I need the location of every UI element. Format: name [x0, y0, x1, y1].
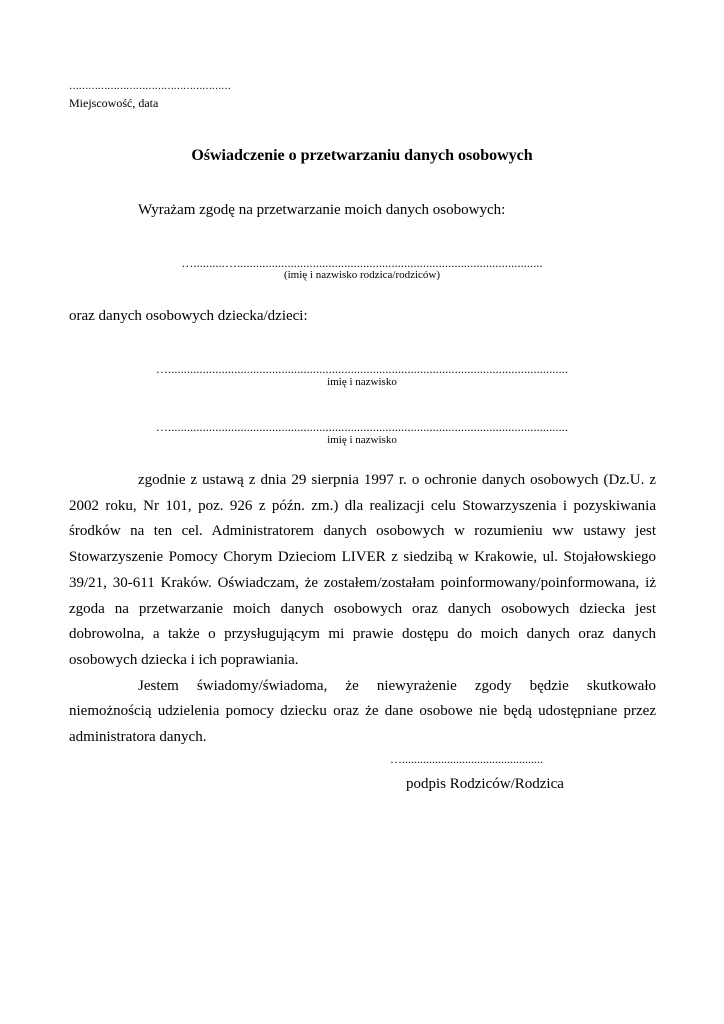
- place-date-dots: ……………………………………………: [69, 81, 231, 92]
- child-name-caption-2: imię i nazwisko: [327, 434, 397, 446]
- declaration-paragraph-2: Jestem świadomy/świadoma, że niewyrażenie zgody będzie skutkowało niemożnością udzielenia pomocy dziecku oraz że dane osobowe nie będą udostępniane przez administratora danych.: [69, 677, 656, 746]
- parent-name-caption: (imię i nazwisko rodzica/rodziców): [283, 269, 441, 281]
- place-date-label: Miejscowość, data: [69, 96, 159, 110]
- parent-name-dots: …..........….................................................................................................: [181, 256, 543, 270]
- children-label: oraz danych osobowych dziecka/dzieci:: [69, 308, 308, 324]
- child-name-dots-2: …...............................................................................................................................: [155, 420, 569, 434]
- signature-label: podpis Rodziców/Rodzica: [406, 776, 564, 792]
- document-title: Oświadczenie o przetwarzaniu danych osobowych: [191, 147, 533, 164]
- child-name-dots-1: …...............................................................................................................................: [155, 362, 569, 376]
- declaration-body: [69, 468, 656, 751]
- child-name-caption-1: imię i nazwisko: [327, 376, 397, 388]
- consent-statement: Wyrażam zgodę na przetwarzanie moich danych osobowych:: [138, 202, 506, 218]
- declaration-paragraph-1: zgodnie z ustawą z dnia 29 sierpnia 1997 r. o ochronie danych osobowych (Dz.U. z 2002 roku, Nr 101, poz. 926 z późn. zm.) dla realizacji celu Stowarzyszenia i pozyskiwania środków na ten cel. Administratorem danych osobowych w rozumieniu ww ustawy jest Stowarzyszenie Pomocy Chorym Dzieciom LIVER z siedzibą w Krakowie, ul. Stojałowskiego 39/21, 30-611 Kraków. Oświadczam, że zostałem/zostałam poinformowany/poinformowana, iż zgoda na przetwarzanie moich danych osobowych oraz danych osobowych dziecka jest dobrowolna, a także o przysługującym mi prawie dostępu do moich danych oraz danych osobowych dziecka i ich poprawiania.: [69, 472, 656, 668]
- signature-dots: …...............................................: [390, 752, 543, 766]
